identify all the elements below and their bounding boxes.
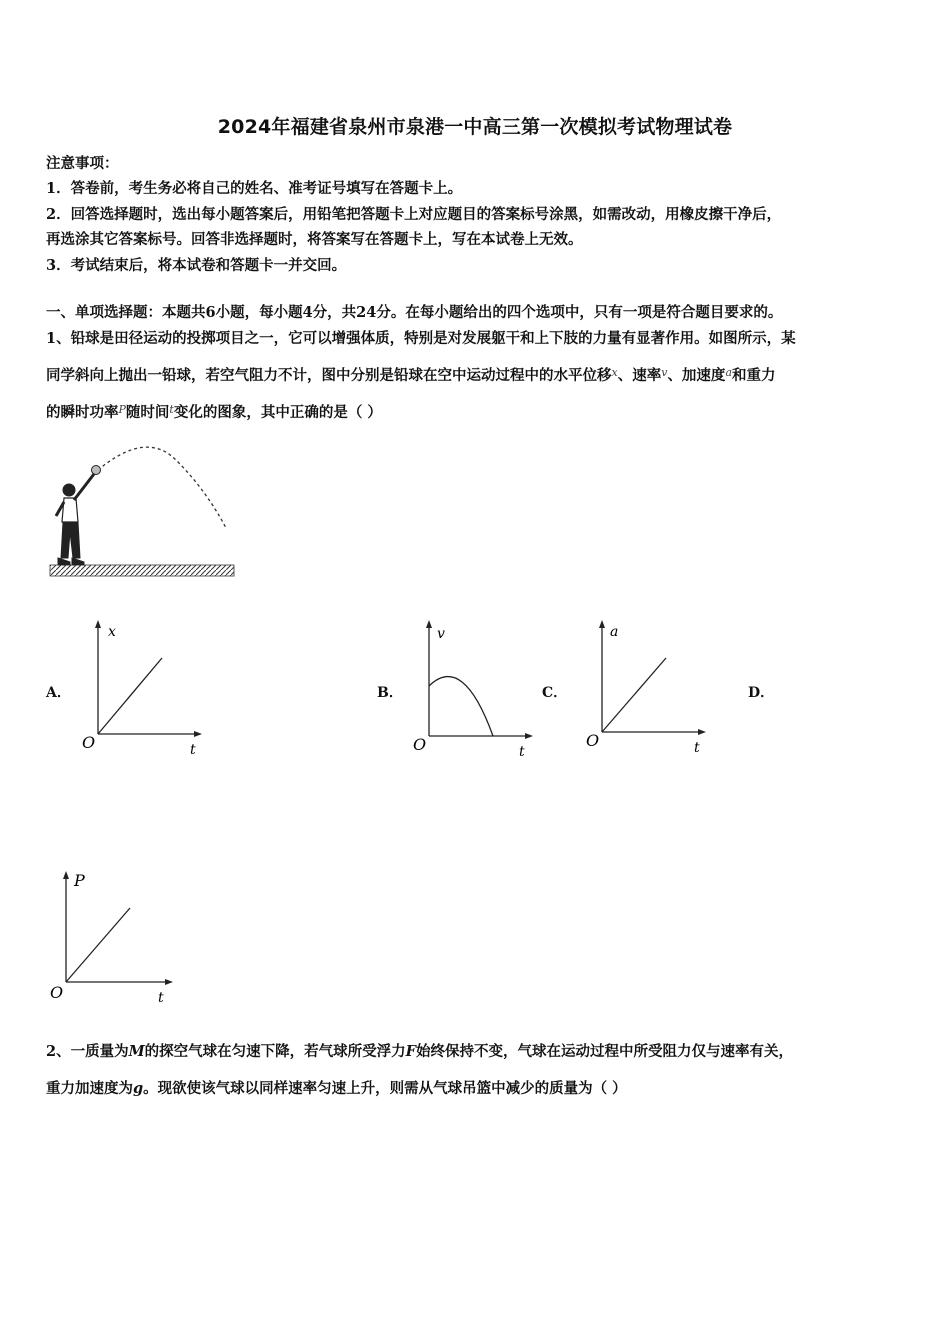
q1-line3-c: 变化的图象，其中正确的是（ ） [173, 404, 382, 421]
athlete-figure [56, 474, 94, 565]
var-x: x [611, 366, 618, 379]
notice-heading: 注意事项： [46, 155, 119, 172]
graph-D-line [66, 908, 130, 982]
graph-C [582, 618, 712, 758]
q2-line-2 [46, 1077, 627, 1098]
graph-B-xlabel: t [519, 744, 525, 760]
var-M: M [128, 1043, 145, 1060]
graph-A-xlabel: t [190, 742, 196, 758]
graph-A-line [98, 658, 162, 734]
q1-line2-a: 同学斜向上抛出一铅球，若空气阻力不计，图中分别是铅球在空中运动过程中的水平位移 [46, 367, 612, 384]
page-title: 2024年福建省泉州市泉港一中高三第一次模拟考试物理试卷 [217, 116, 733, 138]
q2-line2-b: 。现欲使该气球以同样速率匀速上升，则需从气球吊篮中减少的质量为（ ） [143, 1080, 627, 1097]
q1-line2-b: 、速率 [617, 367, 662, 384]
q1-line-1: 1、铅球是田径运动的投掷项目之一，它可以增强体质，特别是对发展躯干和上下肢的力量有显著作用。如图所示，某 [46, 330, 796, 347]
q1-line-2 [46, 364, 776, 385]
graph-C-ylabel: a [610, 624, 619, 640]
notice-item-2b: 再选涂其它答案标号。回答非选择题时，将答案写在答题卡上，写在本试卷上无效。 [46, 231, 583, 248]
graph-A-ylabel: x [108, 624, 116, 640]
shot-put-illustration [46, 440, 241, 582]
var-g: g [133, 1080, 144, 1097]
graph-B-ylabel: v [437, 626, 445, 642]
graph-D-xlabel: t [158, 990, 164, 1006]
notice-item-2a: 2．回答选择题时，选出每小题答案后，用铅笔把答题卡上对应题目的答案标号涂黑，如需改动，用橡皮擦干净后， [46, 206, 782, 223]
var-t: t [169, 403, 174, 416]
trajectory-dashed [98, 447, 226, 528]
var-a: a [725, 366, 732, 379]
graph-D-origin: O [50, 983, 64, 1002]
var-P: P [118, 403, 126, 416]
option-A-label: A． [46, 685, 71, 701]
option-D-label: D． [748, 685, 775, 701]
graph-A [78, 618, 208, 758]
q2-line1-a: 2、一质量为 [46, 1043, 129, 1060]
var-F: F [405, 1043, 416, 1060]
ground [50, 565, 234, 576]
graph-B-origin: O [413, 735, 427, 754]
section-1-heading: 一、单项选择题：本题共6小题，每小题4分，共24分。在每小题给出的四个选项中，只有一项是符合题目要求的。 [46, 304, 783, 321]
option-B-label: B． [377, 685, 403, 701]
q1-line-3 [46, 401, 382, 422]
notice-item-1: 1．答卷前，考生务必将自己的姓名、准考证号填写在答题卡上。 [46, 180, 463, 197]
graph-D-ylabel: P [74, 871, 85, 890]
q1-line2-d: 和重力 [732, 367, 776, 384]
graph-B [409, 618, 539, 760]
notice-item-3: 3．考试结束后，将本试卷和答题卡一并交回。 [46, 257, 347, 274]
graph-B-curve [429, 677, 493, 736]
q1-line2-c: 、加速度 [667, 367, 726, 384]
q2-line2-a: 重力加速度为 [46, 1080, 133, 1097]
graph-D [48, 866, 183, 1011]
q2-line-1 [46, 1040, 793, 1061]
graph-C-line [602, 658, 666, 732]
q1-line3-b: 随时间 [125, 404, 170, 421]
option-C-label: C． [542, 685, 568, 701]
q1-line3-a: 的瞬时功率 [46, 404, 119, 421]
graph-A-origin: O [82, 733, 96, 752]
var-v: v [661, 366, 668, 379]
graph-C-xlabel: t [694, 740, 700, 756]
q2-line1-b: 的探空气球在匀速下降，若气球所受浮力 [144, 1043, 406, 1060]
graph-C-origin: O [586, 731, 600, 750]
q2-line1-c: 始终保持不变，气球在运动过程中所受阻力仅与速率有关， [415, 1043, 793, 1060]
